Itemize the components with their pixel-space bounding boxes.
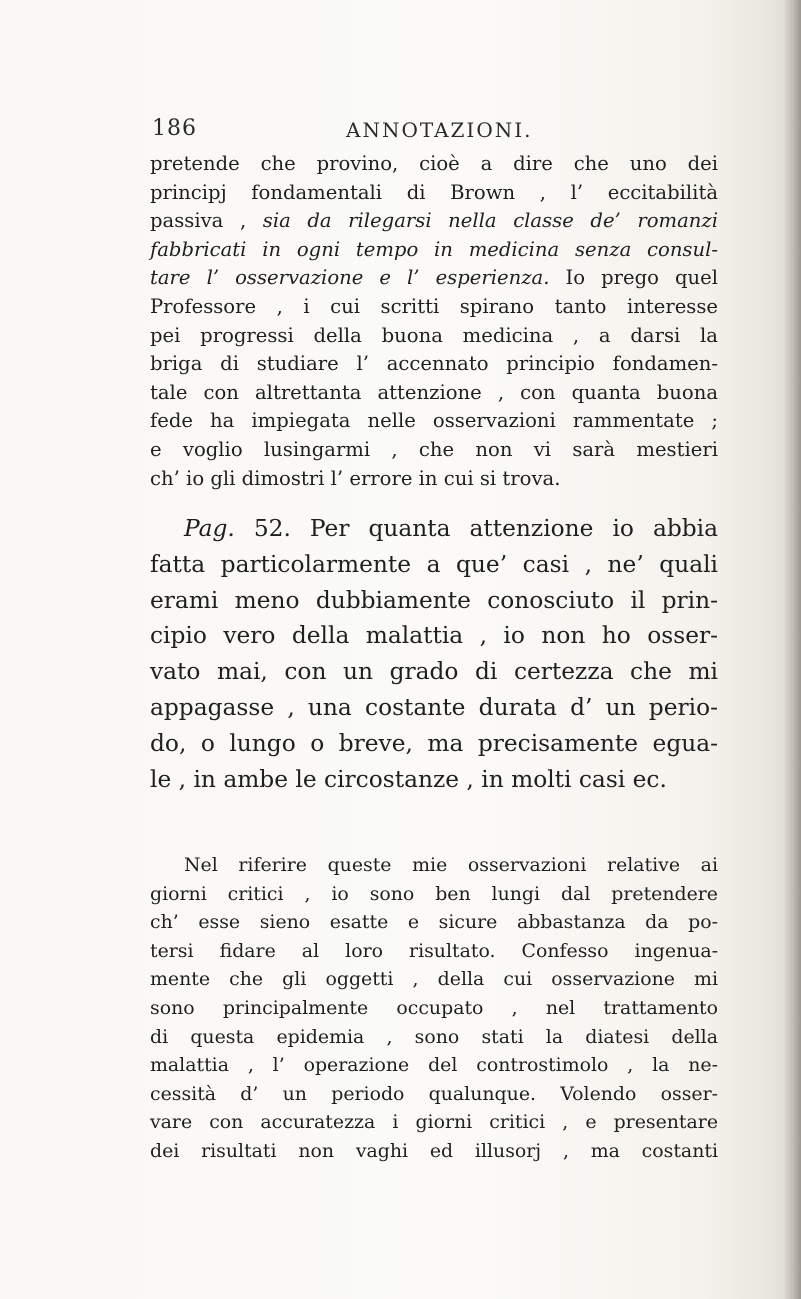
text-run: dei risultati non vaghi ed illusorj , ma costanti	[150, 1139, 718, 1162]
text-line	[150, 379, 718, 408]
text-line	[150, 908, 718, 937]
text-line	[150, 880, 718, 909]
text-run: appagasse , una costante durata d’ un perio-	[150, 693, 718, 721]
text-run: fatta particolarmente a que’ casi , ne’ quali	[150, 550, 718, 578]
text-line	[150, 994, 718, 1023]
text-line	[150, 179, 718, 208]
text-run: le , in ambe le circostanze , in molti casi ec.	[150, 765, 667, 793]
text-run: do, o lungo o breve, ma precisamente egua-	[150, 729, 718, 757]
text-run: fede ha impiegata nelle osservazioni rammentate ;	[150, 409, 718, 433]
text-run: briga di studiare l’ accennato principio fondamen-	[150, 352, 718, 376]
italic-text: Pag.	[184, 515, 235, 542]
page-header	[152, 116, 712, 146]
text-run: malattia , l’ operazione del controstimolo , la ne-	[150, 1054, 718, 1077]
page-number: 186	[152, 116, 197, 141]
paragraph-2	[150, 511, 718, 797]
text-line	[150, 264, 718, 293]
text-run: tale con altrettanta attenzione , con quanta buona	[150, 380, 718, 404]
text-line	[150, 511, 718, 547]
text-run: Nel riferire queste mie osservazioni relative ai	[184, 854, 718, 876]
text-run: di questa epidemia , sono stati la diatesi della	[150, 1025, 718, 1048]
text-line	[150, 150, 718, 179]
text-line	[150, 1023, 718, 1052]
running-head: ANNOTAZIONI.	[346, 118, 533, 142]
text-run: principj fondamentali di Brown , l’ eccitabilità	[150, 180, 718, 204]
text-line	[150, 937, 718, 966]
text-run: Professore , i cui scritti spirano tanto interesse	[150, 294, 718, 318]
text-run: sono principalmente occupato , nel trattamento	[150, 996, 718, 1019]
text-line	[150, 436, 718, 465]
text-line	[150, 465, 718, 494]
text-line	[150, 350, 718, 379]
text-run: pei progressi della buona medicina , a darsi la	[150, 323, 718, 347]
text-line	[150, 618, 718, 654]
text-run: tersi fidare al loro risultato. Confesso ingenua-	[150, 939, 718, 962]
text-run: cessità d’ un periodo qualunque. Volendo osser-	[150, 1082, 718, 1105]
text-line	[150, 1108, 718, 1137]
text-line	[150, 407, 718, 436]
text-run: 52. Per quanta attenzione io abbia	[234, 515, 718, 542]
text-line	[150, 583, 718, 619]
text-line	[150, 207, 718, 236]
text-line	[150, 1080, 718, 1109]
text-line	[150, 1051, 718, 1080]
text-run: ch’ io gli dimostri l’ errore in cui si trova.	[150, 466, 561, 490]
text-line	[150, 690, 718, 726]
text-run: erami meno dubbiamente conosciuto il prin-	[150, 586, 718, 614]
text-line	[150, 322, 718, 351]
text-line	[150, 1137, 718, 1166]
text-line	[150, 293, 718, 322]
text-line	[150, 654, 718, 690]
text-run: mente che gli oggetti , della cui osservazione mi	[150, 968, 718, 991]
italic-text: sia da rilegarsi nella classe de’ romanzi	[262, 209, 718, 233]
text-run: passiva ,	[150, 209, 263, 233]
text-line	[150, 762, 718, 798]
text-line	[150, 547, 718, 583]
text-run: e voglio lusingarmi , che non vi sarà mestieri	[150, 437, 718, 461]
text-run: vare con accuratezza i giorni critici , e presentare	[150, 1111, 718, 1134]
text-run: giorni critici , io sono ben lungi dal pretendere	[150, 882, 718, 905]
text-run: ch’ esse sieno esatte e sicure abbastanza da po-	[150, 911, 718, 934]
text-run: pretende che provino, cioè a dire che uno dei	[150, 152, 718, 175]
text-line	[150, 851, 718, 880]
text-run: Io prego quel	[549, 266, 718, 290]
paragraph-3	[150, 851, 718, 1166]
text-line	[150, 236, 718, 265]
text-run: vato mai, con un grado di certezza che mi	[150, 658, 718, 686]
text-line	[150, 726, 718, 762]
paragraph-1	[150, 150, 718, 493]
page-spine-shadow	[783, 0, 801, 1299]
text-run: cipio vero della malattia , io non ho osser-	[150, 622, 718, 650]
italic-text: tare l’ osservazione e l’ esperienza.	[150, 266, 550, 290]
text-line	[150, 965, 718, 994]
italic-text: fabbricati in ogni tempo in medicina senza consul-	[150, 237, 718, 261]
